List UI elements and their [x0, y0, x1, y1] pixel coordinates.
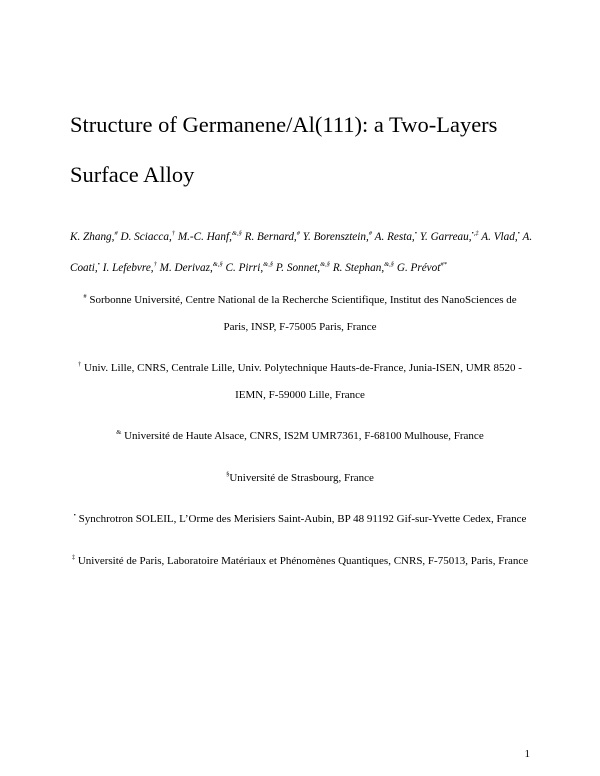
affiliation: # Sorbonne Université, Centre National de la Recherche Scientifique, Institut des NanoSciences de Paris, INSP, F-75005 Paris, France — [83, 293, 517, 333]
affiliation: & Université de Haute Alsace, CNRS, IS2M UMR7361, F-68100 Mulhouse, France — [116, 429, 484, 442]
author: Y. Borensztein,# — [302, 230, 373, 243]
author: D. Sciacca,† — [120, 230, 176, 243]
author: M.-C. Hanf,&,§ — [177, 230, 242, 243]
author: Y. Garreau,•,‡ — [419, 230, 479, 243]
author: A. Coati,• — [70, 231, 533, 274]
author: R. Bernard,# — [244, 230, 300, 243]
affiliation: §Université de Strasbourg, France — [226, 470, 374, 484]
author: A. Resta,• — [374, 230, 418, 243]
author: M. Derivaz,&,§ — [159, 261, 223, 274]
author: K. Zhang,# — [70, 230, 118, 243]
author: I. Lefebvre,† — [102, 261, 157, 274]
author: A. Vlad,• — [481, 230, 520, 243]
affiliation: † Univ. Lille, CNRS, Centrale Lille, Univ. Polytechnique Hauts-de-France, Junia-ISEN, UMR 8520 - IEMN, F-59000 Lille, France — [78, 361, 522, 401]
author-list — [70, 220, 540, 282]
affiliation: ‡ Université de Paris, Laboratoire Matériaux et Phénomènes Quantiques, CNRS, F-75013, Paris, France — [71, 553, 529, 567]
affiliation: • Synchrotron SOLEIL, L’Orme des Merisiers Saint-Aubin, BP 48 91192 Gif-sur-Yvette Cedex, France — [73, 512, 527, 525]
author: R. Stephan,&,§ — [332, 261, 395, 274]
affiliation-list — [70, 284, 530, 586]
author: P. Sonnet,&,§ — [275, 261, 331, 274]
author: G. Prévot#* — [396, 261, 447, 274]
paper-title: Structure of Germanene/Al(111): a Two-Layers Surface Alloy — [70, 112, 498, 187]
author: C. Pirri,&,§ — [225, 261, 274, 274]
page-number: 1 — [524, 748, 530, 760]
